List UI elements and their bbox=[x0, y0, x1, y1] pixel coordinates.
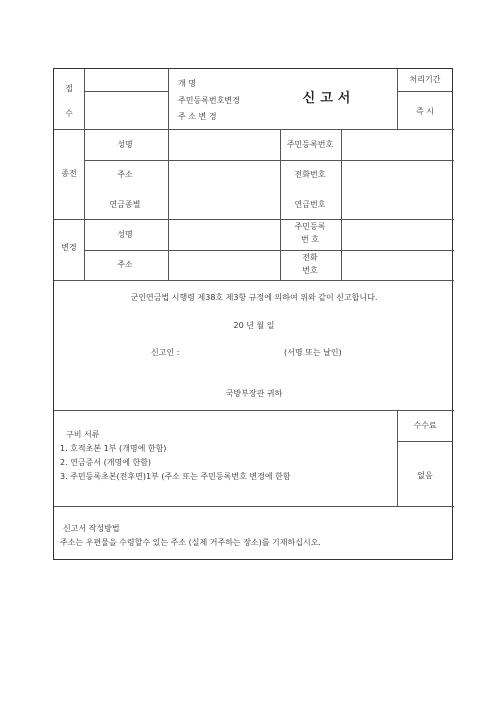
fee-value: 없음 bbox=[417, 471, 433, 480]
form-title: 신고서 bbox=[302, 91, 356, 106]
divider bbox=[84, 129, 85, 280]
declaration-date: 20 년 월 일 bbox=[233, 321, 275, 330]
divider bbox=[54, 280, 454, 281]
divider bbox=[54, 506, 454, 507]
after-name-label: 성명 bbox=[117, 230, 133, 239]
after-phone-label-line2: 번호 bbox=[302, 266, 318, 275]
before-name-label: 성명 bbox=[117, 140, 133, 149]
before-address-label: 주소 bbox=[117, 170, 133, 179]
divider bbox=[341, 129, 342, 280]
receipt-label-bottom: 수 bbox=[65, 109, 73, 118]
title-option-address-change: 주 소 변 경 bbox=[178, 112, 217, 121]
after-rrn-label-line2: 번 호 bbox=[301, 235, 319, 244]
divider bbox=[168, 129, 169, 280]
processing-period-value: 즉 시 bbox=[416, 107, 434, 116]
after-phone-label-line1: 전화 bbox=[302, 253, 318, 262]
divider bbox=[280, 129, 281, 280]
signature-hint: (서명 또는 날인) bbox=[284, 348, 342, 357]
fee-label: 수수료 bbox=[413, 421, 437, 430]
before-phone-label: 전화번호 bbox=[294, 170, 326, 179]
document-item: 2. 연금증서 (개명에 한함) bbox=[60, 458, 152, 467]
pension-type-label: 연금종별 bbox=[109, 200, 141, 209]
divider bbox=[84, 69, 85, 129]
divider bbox=[84, 250, 454, 251]
title-option-name-change: 개 명 bbox=[178, 79, 196, 88]
declarant-label: 신고인 : bbox=[151, 348, 180, 357]
after-address-label: 주소 bbox=[117, 260, 133, 269]
divider bbox=[168, 69, 169, 129]
document-item: 1. 호적초본 1부 (개명에 한함) bbox=[60, 444, 167, 453]
divider bbox=[54, 129, 454, 130]
document-item: 3. 주민등록초본(전후면)1부 (주소 또는 주민등록번호 변경에 한함 bbox=[60, 472, 291, 481]
divider bbox=[397, 441, 453, 442]
receipt-label-top: 접 bbox=[65, 84, 73, 93]
declaration-text: 군인연금법 시행령 제38호 제3항 규정에 의하여 위와 같이 신고합니다. bbox=[130, 293, 378, 302]
recipient: 국방부장관 귀하 bbox=[225, 389, 283, 398]
divider bbox=[54, 219, 454, 220]
before-rrn-label: 주민등록번호 bbox=[286, 140, 334, 149]
divider bbox=[84, 91, 168, 92]
documents-title: 구비 서류 bbox=[66, 430, 100, 439]
processing-period-label: 처리기간 bbox=[409, 75, 441, 84]
section-after-label: 변경 bbox=[61, 243, 77, 252]
divider bbox=[397, 91, 453, 92]
instructions-title: 신고서 작성방법 bbox=[63, 524, 120, 533]
divider bbox=[397, 69, 398, 129]
pension-number-label: 연금번호 bbox=[294, 200, 326, 209]
divider bbox=[54, 410, 454, 411]
divider bbox=[84, 160, 454, 161]
report-form bbox=[53, 68, 453, 560]
after-rrn-label-line1: 주민등록 bbox=[294, 222, 326, 231]
divider bbox=[397, 410, 398, 506]
title-option-rrn-change: 주민등록번호변경 bbox=[178, 96, 240, 105]
instructions-text: 주소는 우편물을 수령할수 있는 주소 (실제 거주하는 장소)를 기재하십시오. bbox=[60, 538, 321, 547]
section-before-label: 종전 bbox=[61, 169, 77, 178]
